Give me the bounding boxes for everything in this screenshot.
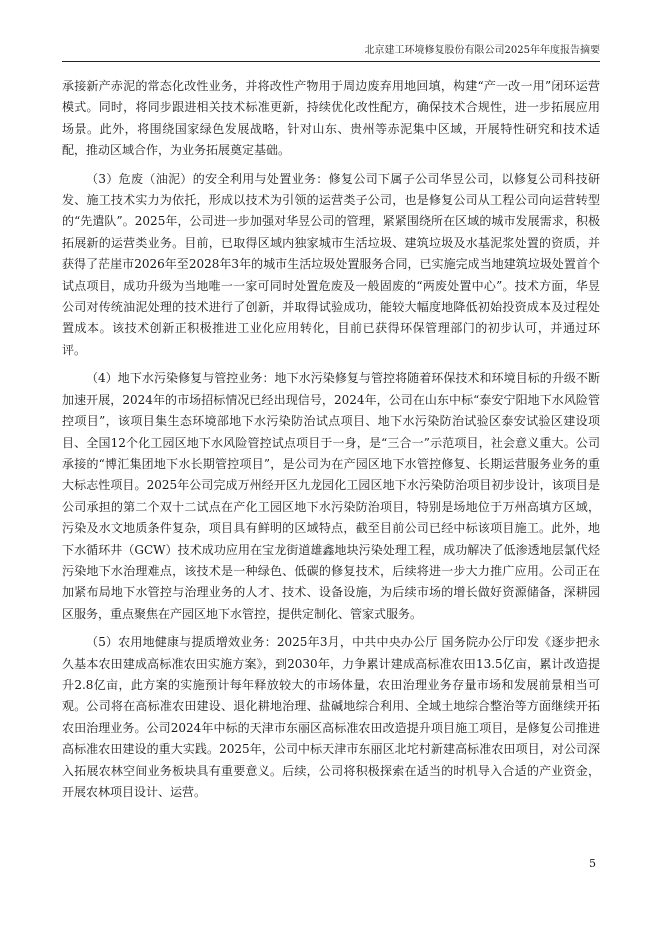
body-text: [62, 76, 600, 810]
paragraph-groundwater: （4）地下水污染修复与管控业务：地下水污染修复与管控将随着环保技术和环境目标的升级不断加速开展，2024年的市场招标情况已经出现信号，2024年，公司在山东中标“泰安宁阳地下水风险管控项目”，该项目集生态环境部地下水污染防治试点项目、地下水污染防治试验区泰安试验区建设项目、全国12个化工园区地下水风险管控试点项目于一身，是“三合一”示范项目，社会意义重大。公司承接的“博汇集团地下水长期管控项目”，是公司为在产园区地下水管控修复、长期运营服务业务的重大标志性项目。2025年公司完成万州经开区九龙园化工园区地下水污染防治项目初步设计，该项目是公司承担的第二个双十二试点在产化工园区地下水污染防治项目，特别是场地位于万州高填方区域，污染及水文地质条件复杂，项目具有鲜明的区域特点，截至目前公司已经中标该项目施工。此外，地下水循环井（GCW）技术成功应用在宝龙街道雄鑫地块污染处理工程，成功解决了低渗透地层氯代烃污染地下水治理难点，该技术是一种绿色、低碳的修复技术，后续将进一步大力推广应用。公司正在加紧布局地下水管控与治理业务的人才、技术、设备设施，为后续市场的增长做好资源储备，深耕园区服务，重点聚焦在产园区地下水管控，提供定制化、管家式服务。: [62, 371, 600, 621]
running-header: 北京建工环境修复股份有限公司2025年年度报告摘要: [364, 45, 600, 56]
paragraph-farmland: （5）农用地健康与提质增效业务：2025年3月，中共中央办公厅 国务院办公厅印发《逐步把永久基本农田建成高标准农田实施方案》，到2030年，力争累计建成高标准农田13.5亿亩，累计改造提升2.8亿亩，此方案的实施预计每年释放较大的市场体量，农田治理业务存量市场和发展前景相当可观。公司将在高标准农田建设、退化耕地治理、盐碱地综合利用、全域土地综合整治等方面继续开拓农田治理业务。公司2024年中标的天津市东丽区高标准农田改造提升项目施工项目，是修复公司推进高标准农田建设的重大实践。2025年，公司中标天津市东丽区北坨村新建高标准农田项目，对公司深入拓展农林空间业务板块具有重要意义。后续，公司将积极探索在适当的时机导入合适的产业资金，开展农林项目设计、运营。: [62, 635, 600, 799]
paragraph-red-mud-continued: 承接新产赤泥的常态化改性业务，并将改性产物用于周边废弃用地回填，构建“产一改一用”闭环运营模式。同时，将同步跟进相关技术标准更新，持续优化改性配方，确保技术合规性，进一步拓展应用场景。此外，将围绕国家绿色发展战略，针对山东、贵州等赤泥集中区域，开展特性研究和技术适配，推动区域合作，为业务拓展奠定基础。: [62, 79, 600, 158]
page-number: 5: [589, 857, 596, 870]
paragraph-hazardous-waste: （3）危废（油泥）的安全利用与处置业务：修复公司下属子公司华昱公司，以修复公司科技研发、施工技术实力为依托，形成以技术为引领的运营类子公司，也是修复公司从工程公司向运营转型的“先遣队”。2025年，公司进一步加强对华昱公司的管理，紧紧围绕所在区域的城市发展需求，积极拓展新的运营类业务。目前，已取得区域内独家城市生活垃圾、建筑垃圾及水基泥浆处置的资质，并获得了茫崖市2026年至2028年3年的城市生活垃圾处置服务合同，已实施完成当地建筑垃圾处置首个试点项目，成功升级为当地唯一一家可同时处置危废及一般固废的“两废处置中心”。技术方面，华昱公司对传统油泥处理的技术进行了创新，并取得试验成功，能较大幅度地降低初始投资成本及过程处置成本。该技术创新正积极推进工业化应用转化，目前已获得环保管理部门的初步认可，并通过环评。: [62, 171, 600, 357]
header-divider: [62, 61, 600, 62]
